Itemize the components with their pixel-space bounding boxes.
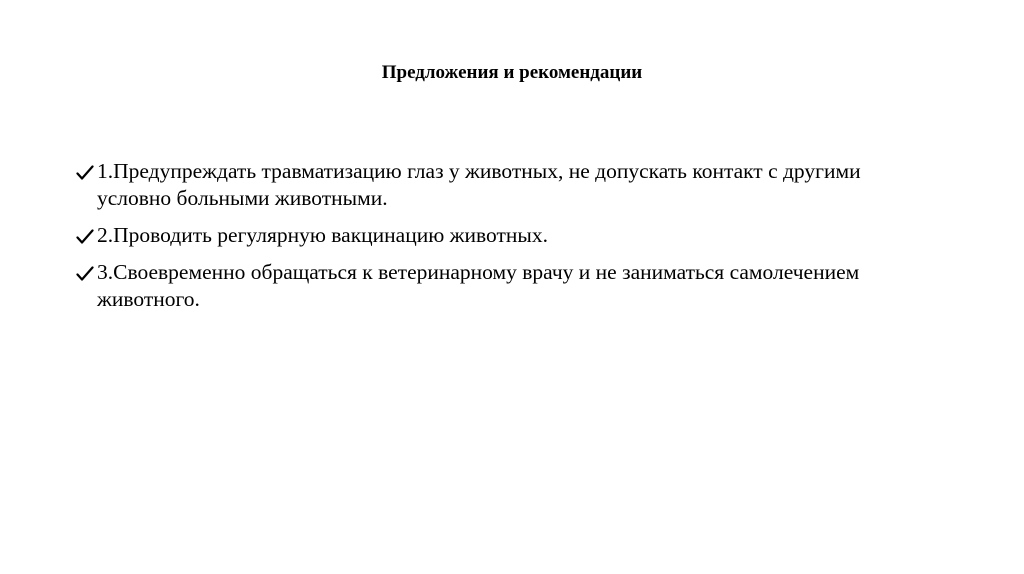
- list-item-text: 3.Своевременно обращаться к ветеринарному врачу и не заниматься самолечением животного.: [97, 260, 860, 311]
- slide-title: Предложения и рекомендации: [381, 62, 643, 83]
- recommendations-list: [76, 158, 896, 323]
- check-mark-icon: [76, 165, 94, 181]
- list-item: [76, 158, 896, 212]
- list-item: [76, 259, 896, 313]
- check-mark-icon: [76, 266, 94, 282]
- check-mark-icon: [76, 229, 94, 245]
- list-item-text: 1.Предупреждать травматизацию глаз у животных, не допускать контакт с другими условно больными животными.: [97, 159, 861, 210]
- list-item-text: 2.Проводить регулярную вакцинацию животных.: [97, 223, 548, 247]
- list-item: [76, 222, 896, 249]
